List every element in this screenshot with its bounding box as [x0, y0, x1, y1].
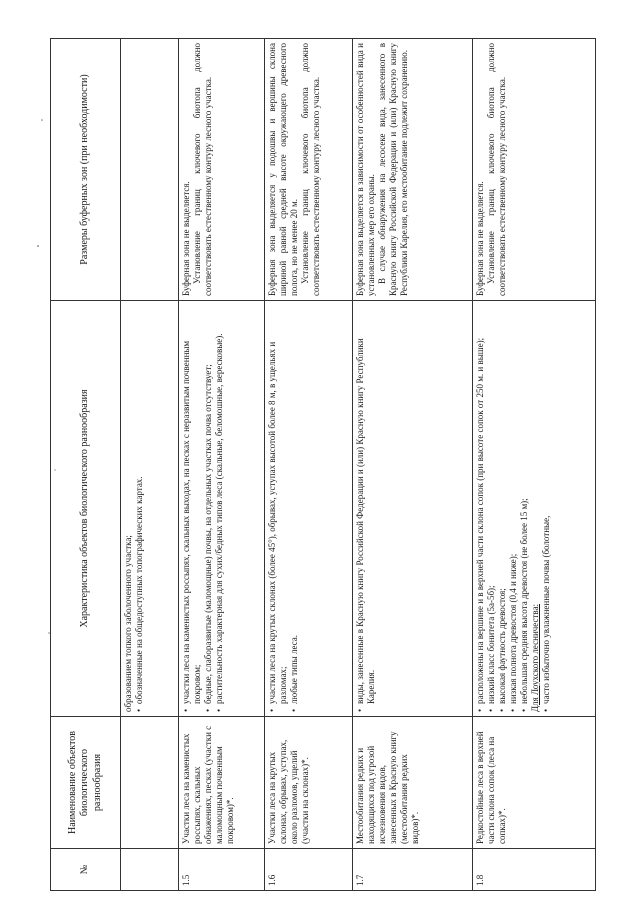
row-number: 1.7 — [353, 849, 473, 891]
buffer-paragraph: Установление границ ключевого биотопа должно соответствовать естественному контуру лесного участка. — [191, 43, 213, 296]
object-name: Участки леса на каменистых россыпях, скальных обнажениях, песках (участки с маломощным почвенным покровом)*. — [179, 717, 265, 849]
row-number: 1.5 — [179, 849, 265, 891]
bullet-list — [134, 305, 145, 712]
bullet-list — [181, 305, 225, 712]
cell-name — [121, 717, 179, 849]
bullet-list — [355, 305, 377, 712]
buffer-paragraph: Буферная зона выделяется у подошвы и вершины склона шириной равной средней высоте окружающего древесного полога, но не менее 20 м. — [267, 43, 299, 296]
list-item: • часто избыточно увлажненные почвы (болотные, — [541, 305, 552, 712]
list-item: • участки леса на каменистых россыпях, скальных выходах, на песках с неразвитым почвенным покровом; — [181, 305, 203, 712]
header-num: № — [51, 849, 121, 891]
cell-buffer — [353, 39, 473, 301]
list-item: • небольшая средняя высота древостоя (не более 15 м); — [519, 305, 530, 712]
header-name: Наименование объектов биологического разнообразия — [51, 717, 121, 849]
cell-characteristics — [179, 301, 265, 717]
buffer-paragraph: В случае обнаружения на лесосеке вида, занесенного в Красную книгу Российской Федерации и (или) Красную книгу Республики Карелия, его местообитание подлежит сохранению. — [376, 43, 409, 296]
bullet-list — [475, 305, 530, 712]
buffer-paragraph: Буферная зона не выделяется. — [475, 181, 485, 296]
cell-buffer — [179, 39, 265, 301]
header-characteristics: Характеристика объектов биологического разнообразия — [51, 301, 121, 717]
cell-characteristics — [121, 301, 179, 717]
cell-buffer — [265, 39, 353, 301]
cell-characteristics — [353, 301, 473, 717]
table-row — [353, 39, 473, 891]
rotated-page — [50, 39, 595, 891]
buffer-paragraph: Буферная зона выделяется в зависимости от особенностей вида и установленных мер его охраны. — [355, 43, 376, 296]
list-item: • любые типы леса. — [289, 305, 300, 712]
object-name: Участки леса на крутых склонах, обрывах, уступах, около разломов, ущелий (участки на склонах)*. — [265, 717, 353, 849]
row-number: 1.8 — [473, 849, 596, 891]
buffer-paragraph: Установление границ ключевого биотопа должно соответствовать естественному контуру лесного участка. — [299, 43, 321, 296]
cell-buffer — [121, 39, 179, 301]
scan-speck — [37, 245, 39, 247]
cell-buffer — [473, 39, 596, 301]
forestry-subheading: Для Лоухского лесничества: — [529, 603, 540, 712]
table-header-row — [51, 39, 121, 891]
cell-num — [121, 849, 179, 891]
table-row — [473, 39, 596, 891]
list-item: • растительность характерная для сухих/бедных типов леса (скальные, беломошные, вересковые). — [214, 305, 225, 712]
list-item: • бедные, слаборазвитые (маломощные) почвы, на отдельных участках почва отсутствует; — [203, 305, 214, 712]
row-number: 1.6 — [265, 849, 353, 891]
list-item: • обозначенные на общедоступных топографических картах. — [134, 305, 145, 712]
list-item: • участки леса на крутых склонах (более 45°), обрывах, уступах высотой более 8 м, в ущельях и разломах; — [267, 305, 289, 712]
list-item: • высокая фаутность древостоя; — [497, 305, 508, 712]
cell-characteristics — [473, 301, 596, 717]
cell-characteristics — [265, 301, 353, 717]
continuation-text: образованием топкого заболоченного участка; — [123, 535, 133, 712]
bullet-list — [267, 305, 300, 712]
buffer-paragraph: Установление границ ключевого биотопа должно соответствовать естественному контуру лесного участка. — [485, 43, 507, 296]
scan-speck — [41, 119, 43, 121]
list-item: • низкий класс бонитета (5а-5б); — [486, 305, 497, 712]
buffer-paragraph: Буферная зона не выделяется. — [181, 181, 191, 296]
list-item: • виды, занесенные в Красную книгу Российской Федерации и (или) Красную книгу Республики Карелия. — [355, 305, 377, 712]
biodiversity-table — [50, 38, 596, 891]
list-item: • низкая полнота древостоя (0,4 и ниже); — [508, 305, 519, 712]
object-name: Редкостойные леса в верхней части склона сопок (леса на сопках)*. — [473, 717, 596, 849]
bullet-list — [541, 305, 552, 712]
object-name: Местообитания редких и находящихся под угрозой исчезновения видов, занесенных в Красную книгу (местообитания редких видов)*. — [353, 717, 473, 849]
list-item: • расположены на вершине и в верхней части склона сопок (при высоте сопок от 250 м. и выше); — [475, 305, 486, 712]
table-row — [179, 39, 265, 891]
header-buffer: Размеры буферных зон (при необходимости) — [51, 39, 121, 301]
table-row-continuation — [121, 39, 179, 891]
table-row — [265, 39, 353, 891]
